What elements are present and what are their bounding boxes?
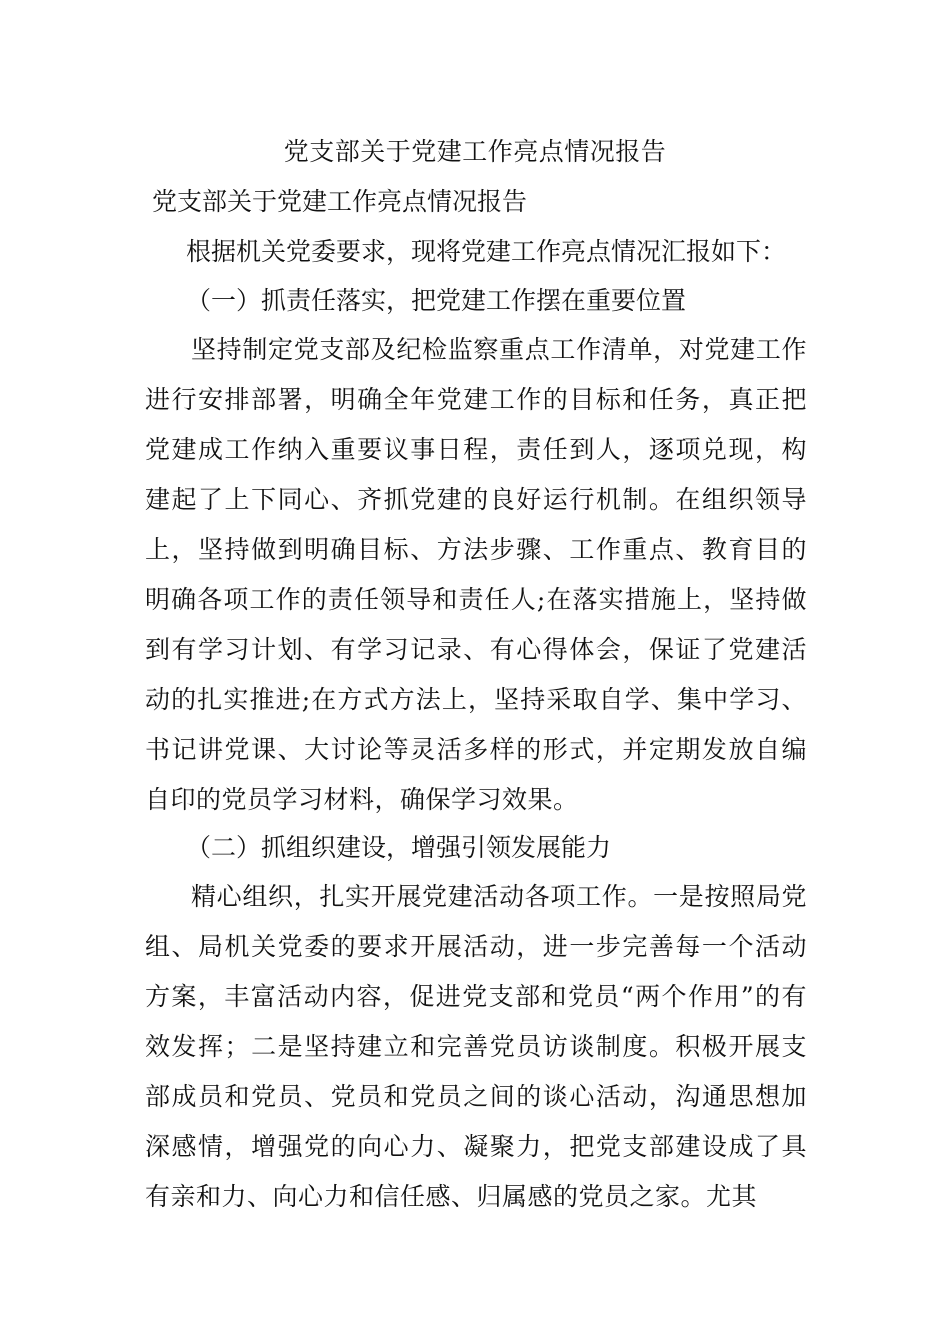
section-1-heading: （一）抓责任落实，把党建工作摆在重要位置 [186,286,687,315]
document-subtitle: 党支部关于党建工作亮点情况报告 [152,187,528,216]
section-2-heading: （二）抓组织建设，增强引领发展能力 [186,833,612,862]
document-title: 党支部关于党建工作亮点情况报告 [283,137,667,166]
section-2-body: 精心组织，扎实开展党建活动各项工作。一是按照局党组、局机关党委的要求开展活动，进一步完善每一个活动方案，丰富活动内容，促进党支部和党员“两个作用”的有效发挥；二是坚持建立和完善党员访谈制度。积极开展支部成员和党员、党员和党员之间的谈心活动，沟通思想加深感情，增强党的向心力、凝聚力，把党支部建设成了具有亲和力、向心力和信任感、归属感的党员之家。尤其 [145,882,807,1211]
section-1-body: 坚持制定党支部及纪检监察重点工作清单，对党建工作进行安排部署，明确全年党建工作的目标和任务，真正把党建成工作纳入重要议事日程，责任到人，逐项兑现，构建起了上下同心、齐抓党建的良好运行机制。在组织领导上，坚持做到明确目标、方法步骤、工作重点、教育目的明确各项工作的责任领导和责任人;在落实措施上，坚持做到有学习计划、有学习记录、有心得体会，保证了党建活动的扎实推进;在方式方法上，坚持采取自学、集中学习、书记讲党课、大讨论等灵活多样的形式，并定期发放自编自印的党员学习材料，确保学习效果。 [145,335,807,814]
intro-paragraph: 根据机关党委要求，现将党建工作亮点情况汇报如下： [186,237,787,266]
